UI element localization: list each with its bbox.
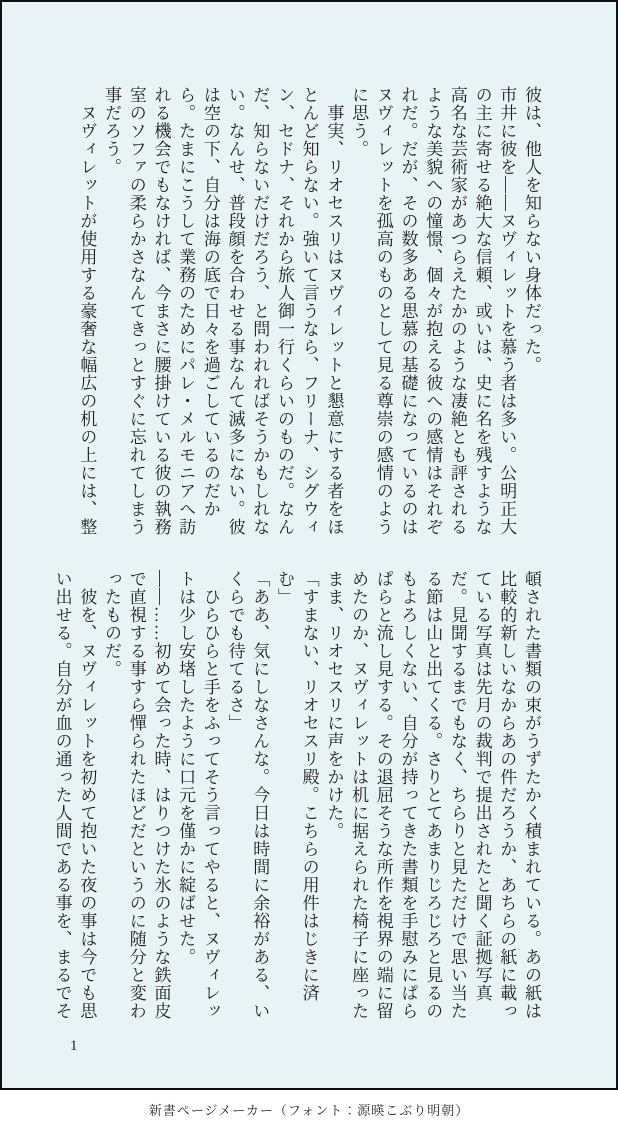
paragraph: 事実、リオセスリはヌヴィレットと懇意にする者をほとんど知らない。強いて言うなら、フリーナ、シグウィン、セドナ、それから旅人御一行くらいのものだ。なんだ、知らないだけだろう、と問われればそうかもしれない。なんせ、普段顔を合わせる事なんて滅多にない。彼は空の下、自分は海の底で日々を過ごしているのだから。たまにこうして業務のためにパレ・メルモニアへ訪れる機会でもなければ、今まさに腰掛けている彼の執務室のソファの柔らかさなんてきっとすぐに忘れてしまう事だろう。 <box>102 86 344 536</box>
text-block-lower <box>49 570 543 1022</box>
paragraph: ひらひらと手をふってそう言ってやると、ヌヴィレットは少し安堵したように口元を僅かに綻ばせた。――……初めて会った時、はりつけた氷のような鉄面皮で直視する事すら憚られたほどだというのに随分と変わったものだ。 <box>102 570 220 1020</box>
paragraph: 「ああ、気にしなさんな。今日は時間に余裕がある、いくらでも待てるさ」 <box>225 570 270 1020</box>
paragraph: 「すまない、リオセスリ殿。こちらの用件はじきに済む」 <box>274 570 319 1002</box>
page-number: 1 <box>70 1038 78 1054</box>
footer-credit: 新書ページメーカー（フォント：源暎こぶり明朝） <box>148 1103 470 1118</box>
paragraph: ヌヴィレットが使用する豪奢な幅広の机の上には、整 <box>77 86 97 536</box>
text-block-upper <box>74 86 543 538</box>
paragraph: 頓された書類の束がうずたかく積まれている。あの紙は比較的新しいなからあの件だろうか、あちらの紙に載っている写真は先月の裁判で提出されたと聞く証拠写真だ。見聞するまでもなく、ちらりと見ただけで思い当たる節は山と出てくる。さりとてあまりじろじろと見るのもよろしくない、自分が持ってきた書類を手慰みにぱらぱらと流し見する。その退屈そうな所作を視界の端に留めたのか、ヌヴィレットは机に据えられた椅子に座ったまま、リオセスリに声をかけた。 <box>324 570 541 1020</box>
paragraph: 市井に彼を――ヌヴィレットを慕う者は多い。公明正大の主に寄せる絶大な信頼、或いは、史に名を残すような高名な芸術家があつらえたかのような凄絶とも評されるような美貌への憧憬、個々が抱える彼への感情はそれぞれだ。だが、その数多ある思慕の基礎になっているのはヌヴィレットを孤高のものとして見る尊崇の感情のように思う。 <box>349 86 517 536</box>
paragraph: 彼を、ヌヴィレットを初めて抱いた夜の事は今でも思い出せる。自分が血の通った人間である事を、まるでそ <box>52 570 97 1020</box>
paragraph: 彼は、他人を知らない身体だった。 <box>522 86 541 374</box>
